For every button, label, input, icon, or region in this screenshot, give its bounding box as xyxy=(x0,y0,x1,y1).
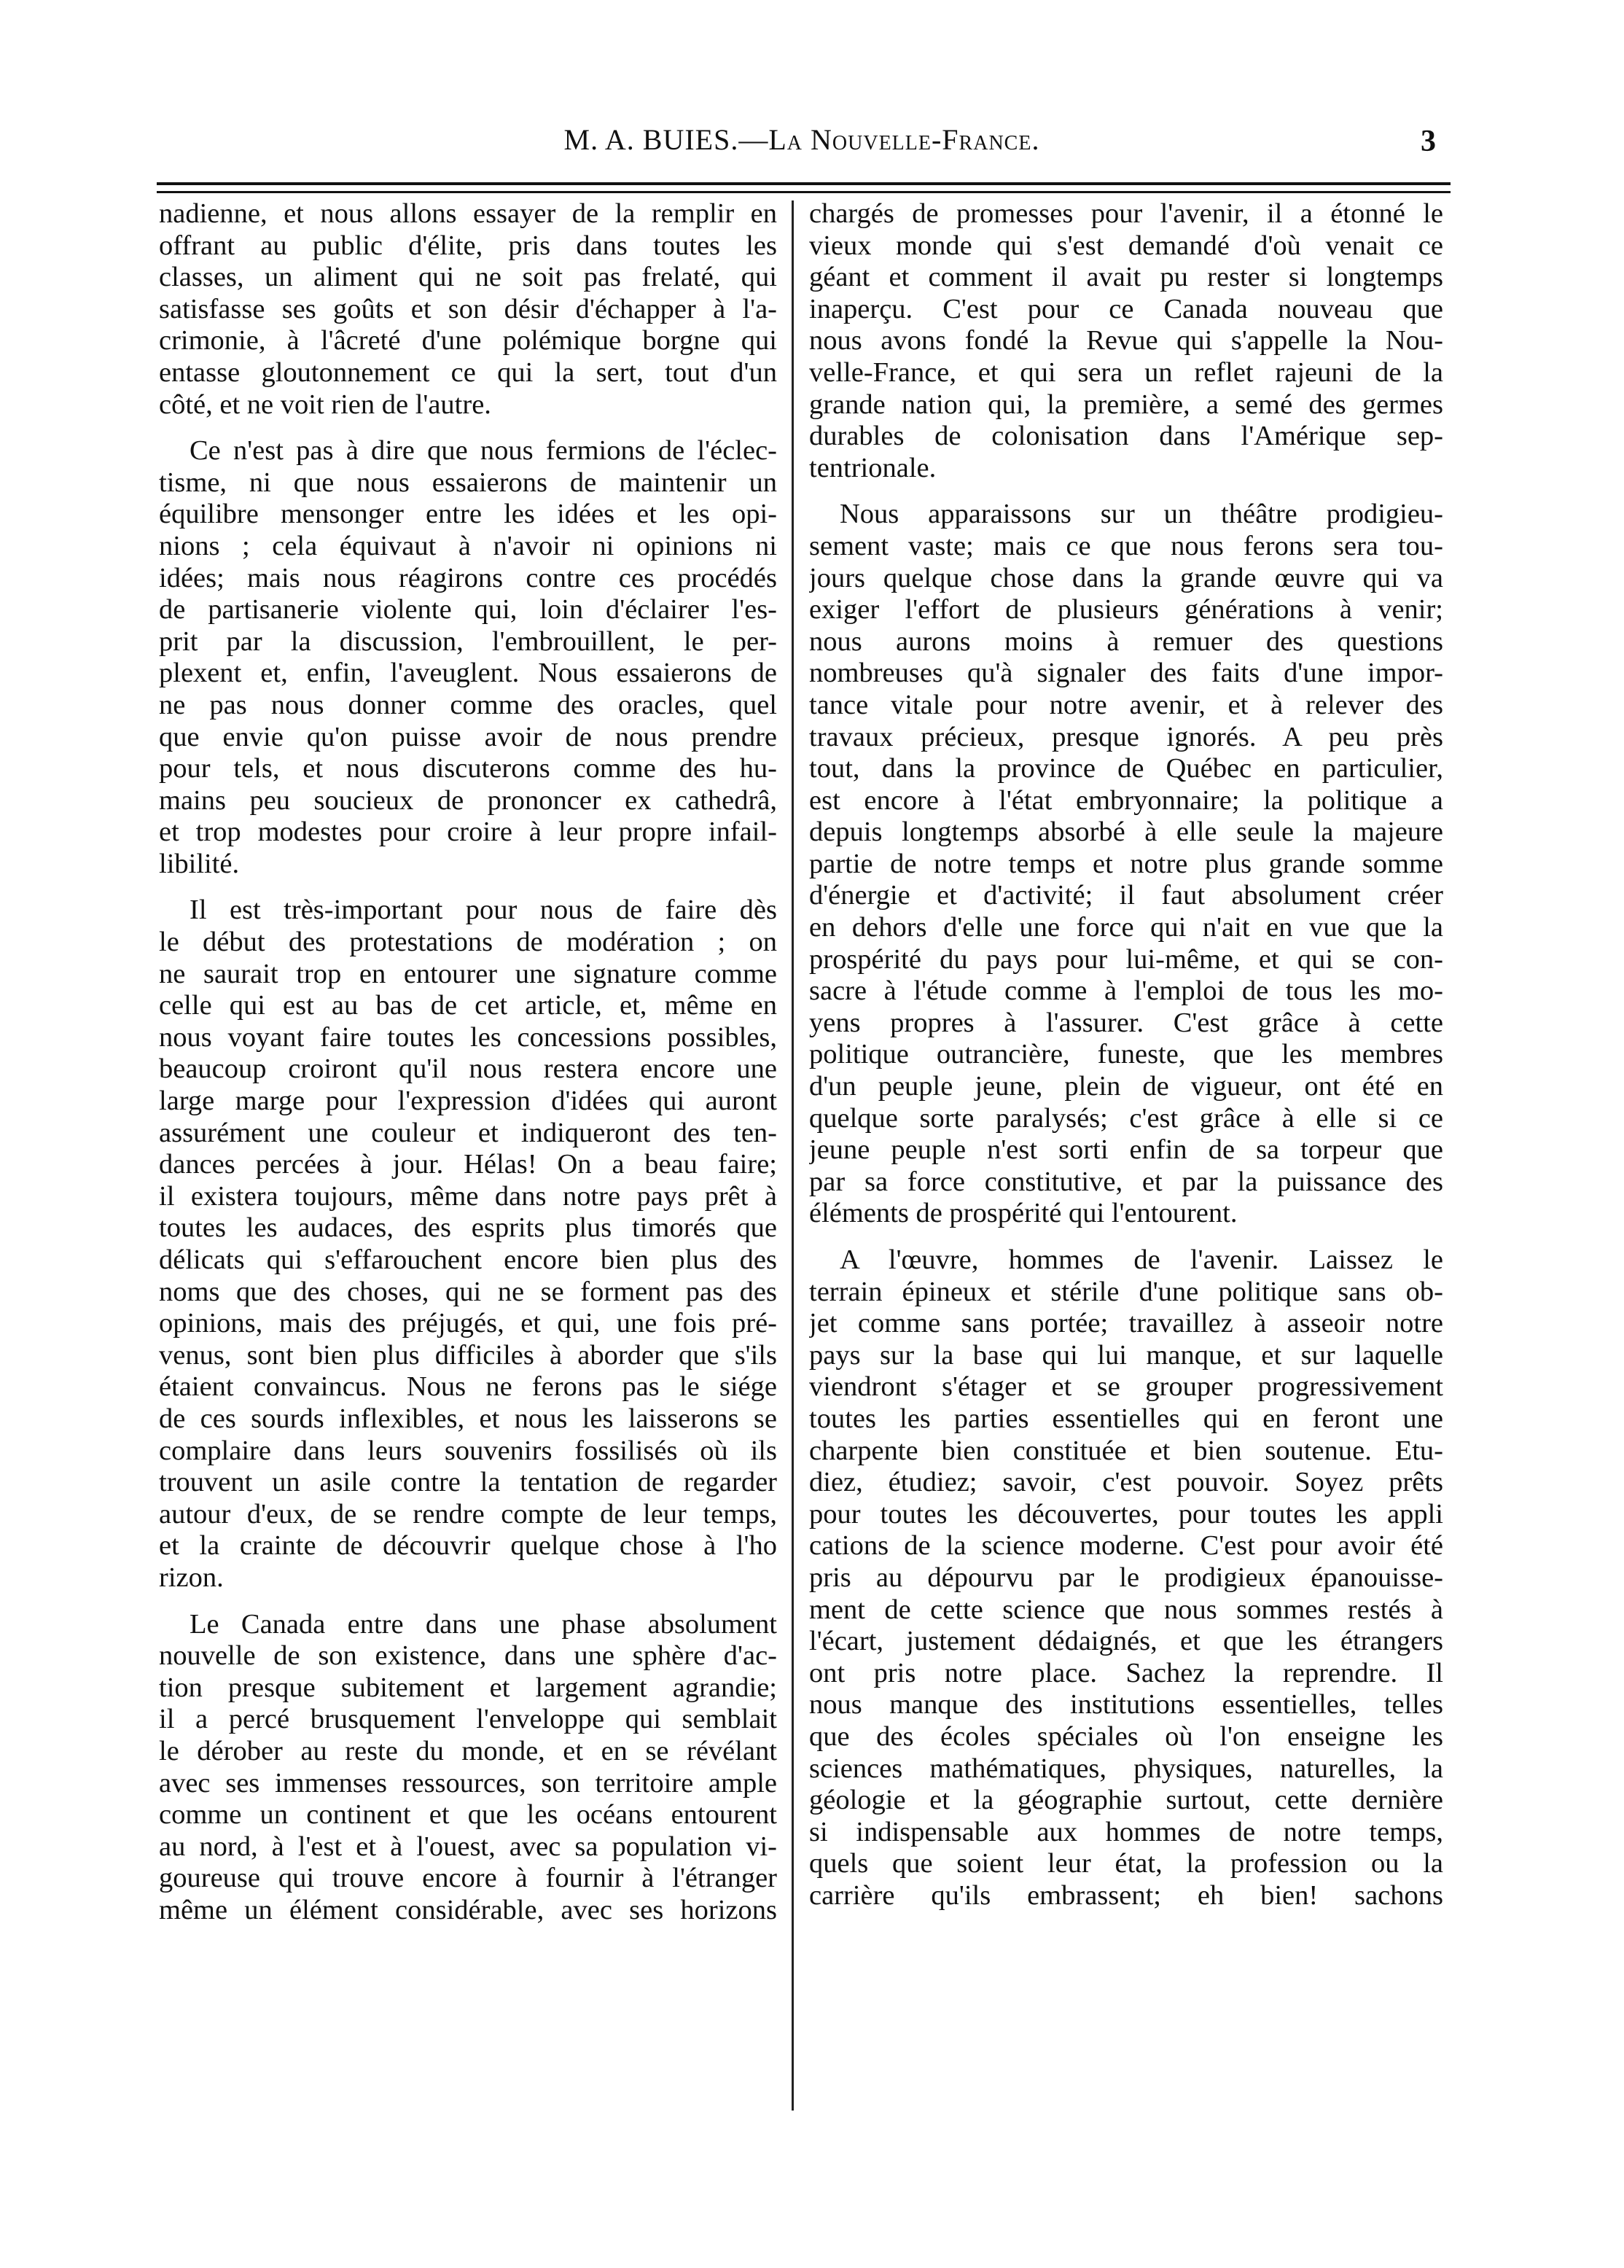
text-line: sciences mathématiques, physiques, naturelles, la xyxy=(809,1753,1443,1784)
text-line: dances percées à jour. Hélas! On a beau faire; xyxy=(159,1149,777,1180)
text-line: inaperçu. C'est pour ce Canada nouveau que xyxy=(809,293,1443,324)
text-line: tentrionale. xyxy=(809,452,937,483)
text-line: toutes les parties essentielles qui en feront une xyxy=(809,1403,1443,1434)
text-line: idées; mais nous réagirons contre ces procédés xyxy=(159,562,777,593)
text-line: pris au dépourvu par le prodigieux épanouisse- xyxy=(809,1562,1443,1593)
text-line: ont pris notre place. Sachez la reprendre. Il xyxy=(809,1657,1443,1688)
header-rule-bottom xyxy=(157,191,1451,193)
text-line: offrant au public d'élite, pris dans toutes les xyxy=(159,230,777,261)
page-number: 3 xyxy=(1421,125,1436,158)
text-line: il a percé brusquement l'enveloppe qui semblait xyxy=(159,1704,777,1735)
text-line: trouvent un asile contre la tentation de regarder xyxy=(159,1467,777,1498)
text-line: celle qui est au bas de cet article, et, même en xyxy=(159,990,777,1021)
text-line: tion presque subitement et largement agrandie; xyxy=(159,1672,777,1703)
text-line: sement vaste; mais ce que nous ferons sera tou- xyxy=(809,530,1443,561)
text-line: sacre à l'étude comme à l'emploi de tous les mo- xyxy=(809,975,1443,1007)
text-line: diez, étudiez; savoir, c'est pouvoir. Soyez prêts xyxy=(809,1467,1443,1498)
text-line: large marge pour l'expression d'idées qui auront xyxy=(159,1086,777,1117)
text-line: chargés de promesses pour l'avenir, il a étonné le xyxy=(809,198,1443,229)
text-line: A l'œuvre, hommes de l'avenir. Laissez le xyxy=(840,1244,1443,1275)
text-line: travaux précieux, presque ignorés. A peu près xyxy=(809,721,1443,752)
column-divider xyxy=(792,200,794,2111)
paragraph-gap xyxy=(809,1230,1443,1244)
text-line: entasse gloutonnement ce qui la sert, tout d'un xyxy=(159,356,777,388)
text-line: depuis longtemps absorbé à elle seule la majeure xyxy=(809,817,1443,848)
text-line: éléments de prospérité qui l'entourent. xyxy=(809,1198,1238,1229)
text-line: beaucoup croiront qu'il nous restera encore une xyxy=(159,1053,777,1085)
text-line: yens propres à l'assurer. C'est grâce à cette xyxy=(809,1007,1443,1038)
text-line: de partisanerie violente qui, loin d'éclairer l'es- xyxy=(159,594,777,626)
text-line: classes, un aliment qui ne soit pas frelaté, qui xyxy=(159,262,777,293)
text-line: partie de notre temps et notre plus grande somme xyxy=(809,848,1443,879)
text-line: que envie qu'on puisse avoir de nous prendre xyxy=(159,721,777,752)
text-line: d'énergie et d'activité; il faut absolument créer xyxy=(809,880,1443,911)
text-line: durables de colonisation dans l'Amérique sep- xyxy=(809,421,1443,452)
text-line: Le Canada entre dans une phase absolument xyxy=(190,1608,777,1640)
text-line: comme un continent et que les océans entourent xyxy=(159,1799,777,1831)
text-line: le début des protestations de modération ; on xyxy=(159,927,777,958)
text-line: que des écoles spéciales où l'on enseigne les xyxy=(809,1721,1443,1752)
text-line: carrière qu'ils embrassent; eh bien! sachons xyxy=(809,1879,1443,1911)
text-line: l'écart, justement dédaignés, et que les étrangers xyxy=(809,1626,1443,1657)
text-line: ment de cette science que nous sommes restés à xyxy=(809,1594,1443,1625)
text-line: exiger l'effort de plusieurs générations à venir; xyxy=(809,594,1443,626)
text-line: viendront s'étager et se grouper progressivement xyxy=(809,1371,1443,1403)
text-line: satisfasse ses goûts et son désir d'échapper à l'a- xyxy=(159,293,777,324)
text-line: velle-France, et qui sera un reflet rajeuni de la xyxy=(809,356,1443,388)
text-line: Il est très-important pour nous de faire dès xyxy=(190,895,777,926)
text-line: géologie et la géographie surtout, cette dernière xyxy=(809,1785,1443,1816)
paragraph-gap xyxy=(159,880,777,895)
text-line: politique outrancière, funeste, que les membres xyxy=(809,1039,1443,1070)
text-line: jeune peuple n'est sorti enfin de sa torpeur que xyxy=(809,1134,1443,1166)
right-column xyxy=(809,198,1443,1912)
text-line: en dehors d'elle une force qui n'ait en vue que la xyxy=(809,912,1443,943)
text-line: nous avons fondé la Revue qui s'appelle la Nou- xyxy=(809,325,1443,356)
text-line: grande nation qui, la première, a semé des germes xyxy=(809,389,1443,420)
left-column xyxy=(159,198,777,1926)
text-line: Ce n'est pas à dire que nous fermions de l'éclec- xyxy=(190,435,777,467)
text-line: Nous apparaissons sur un théâtre prodigieu- xyxy=(840,499,1443,530)
text-line: nouvelle de son existence, dans une sphère d'ac- xyxy=(159,1640,777,1672)
running-head: M. A. BUIES.—La Nouvelle-France. xyxy=(563,123,1040,156)
text-line: même un élément considérable, avec ses horizons xyxy=(159,1894,777,1925)
paragraph-gap xyxy=(809,484,1443,499)
text-line: prospérité du pays pour lui-même, et qui se con- xyxy=(809,943,1443,975)
text-line: opinions, mais des préjugés, et qui, une fois pré- xyxy=(159,1308,777,1339)
text-line: autour d'eux, de se rendre compte de leur temps, xyxy=(159,1498,777,1529)
text-line: nions ; cela équivaut à n'avoir ni opinions ni xyxy=(159,530,777,561)
text-line: assurément une couleur et indiqueront des ten- xyxy=(159,1117,777,1148)
text-line: d'un peuple jeune, plein de vigueur, ont été en xyxy=(809,1071,1443,1102)
text-line: équilibre mensonger entre les idées et les opi- xyxy=(159,499,777,530)
text-line: libilité. xyxy=(159,848,240,879)
text-line: goureuse qui trouve encore à fournir à l'étranger xyxy=(159,1863,777,1894)
text-line: nombreuses qu'à signaler des faits d'une impor- xyxy=(809,658,1443,689)
text-line: plexent et, enfin, l'aveuglent. Nous essaierons de xyxy=(159,658,777,689)
text-line: délicats qui s'effarouchent encore bien plus des xyxy=(159,1244,777,1275)
text-line: crimonie, à l'âcreté d'une polémique borgne qui xyxy=(159,325,777,356)
text-line: pays sur la base qui lui manque, et sur laquelle xyxy=(809,1339,1443,1371)
text-line: nous manque des institutions essentielles, telles xyxy=(809,1689,1443,1721)
text-line: rizon. xyxy=(159,1562,224,1593)
text-line: et trop modestes pour croire à leur propre infail- xyxy=(159,817,777,848)
text-line: nous voyant faire toutes les concessions possibles, xyxy=(159,1021,777,1053)
text-line: est encore à l'état embryonnaire; la politique a xyxy=(809,784,1443,816)
text-line: au nord, à l'est et à l'ouest, avec sa population vi- xyxy=(159,1831,777,1862)
text-line: quelque sorte paralysés; c'est grâce à elle si ce xyxy=(809,1102,1443,1134)
text-line: et la crainte de découvrir quelque chose à l'ho xyxy=(159,1530,777,1562)
text-line: étaient convaincus. Nous ne ferons pas le siége xyxy=(159,1371,777,1403)
text-line: nous aurons moins à remuer des questions xyxy=(809,626,1443,657)
text-line: jet comme sans portée; travaillez à asseoir notre xyxy=(809,1308,1443,1339)
text-line: mains peu soucieux de prononcer ex cathedrâ, xyxy=(159,784,777,816)
paragraph-gap xyxy=(159,421,777,435)
text-line: côté, et ne voit rien de l'autre. xyxy=(159,389,491,420)
text-line: tance vitale pour notre avenir, et à relever des xyxy=(809,689,1443,720)
text-line: quels que soient leur état, la profession ou la xyxy=(809,1848,1443,1879)
text-line: nadienne, et nous allons essayer de la remplir en xyxy=(159,198,777,229)
text-line: avec ses immenses ressources, son territoire ample xyxy=(159,1767,777,1799)
text-line: tisme, ni que nous essaierons de maintenir un xyxy=(159,467,777,498)
text-line: pour toutes les découvertes, pour toutes les appli xyxy=(809,1498,1443,1529)
text-line: venus, sont bien plus difficiles à aborder que s'ils xyxy=(159,1339,777,1371)
text-line: de ces sourds inflexibles, et nous les laisserons se xyxy=(159,1403,777,1434)
text-line: charpente bien constituée et bien soutenue. Etu- xyxy=(809,1435,1443,1466)
text-line: cations de la science moderne. C'est pour avoir été xyxy=(809,1530,1443,1562)
text-line: prit par la discussion, l'embrouillent, le per- xyxy=(159,626,777,657)
text-line: ne pas nous donner comme des oracles, quel xyxy=(159,689,777,720)
text-line: complaire dans leurs souvenirs fossilisés où ils xyxy=(159,1435,777,1466)
text-line: ne saurait trop en entourer une signature comme xyxy=(159,958,777,989)
header-rule-top xyxy=(157,182,1451,185)
text-line: tout, dans la province de Québec en particulier, xyxy=(809,753,1443,784)
text-line: pour tels, et nous discuterons comme des hu- xyxy=(159,753,777,784)
page-header xyxy=(153,122,1451,166)
text-line: géant et comment il avait pu rester si longtemps xyxy=(809,262,1443,293)
text-line: toutes les audaces, des esprits plus timorés que xyxy=(159,1212,777,1244)
text-line: il existera toujours, même dans notre pays prêt à xyxy=(159,1180,777,1212)
text-line: le dérober au reste du monde, et en se révélant xyxy=(159,1735,777,1766)
text-line: vieux monde qui s'est demandé d'où venait ce xyxy=(809,230,1443,261)
text-line: par sa force constitutive, et par la puissance des xyxy=(809,1166,1443,1197)
text-line: si indispensable aux hommes de notre temps, xyxy=(809,1816,1443,1847)
text-line: noms que des choses, qui ne se forment pas des xyxy=(159,1276,777,1307)
paragraph-gap xyxy=(159,1594,777,1609)
text-line: jours quelque chose dans la grande œuvre qui va xyxy=(809,562,1443,593)
text-line: terrain épineux et stérile d'une politique sans ob- xyxy=(809,1276,1443,1307)
